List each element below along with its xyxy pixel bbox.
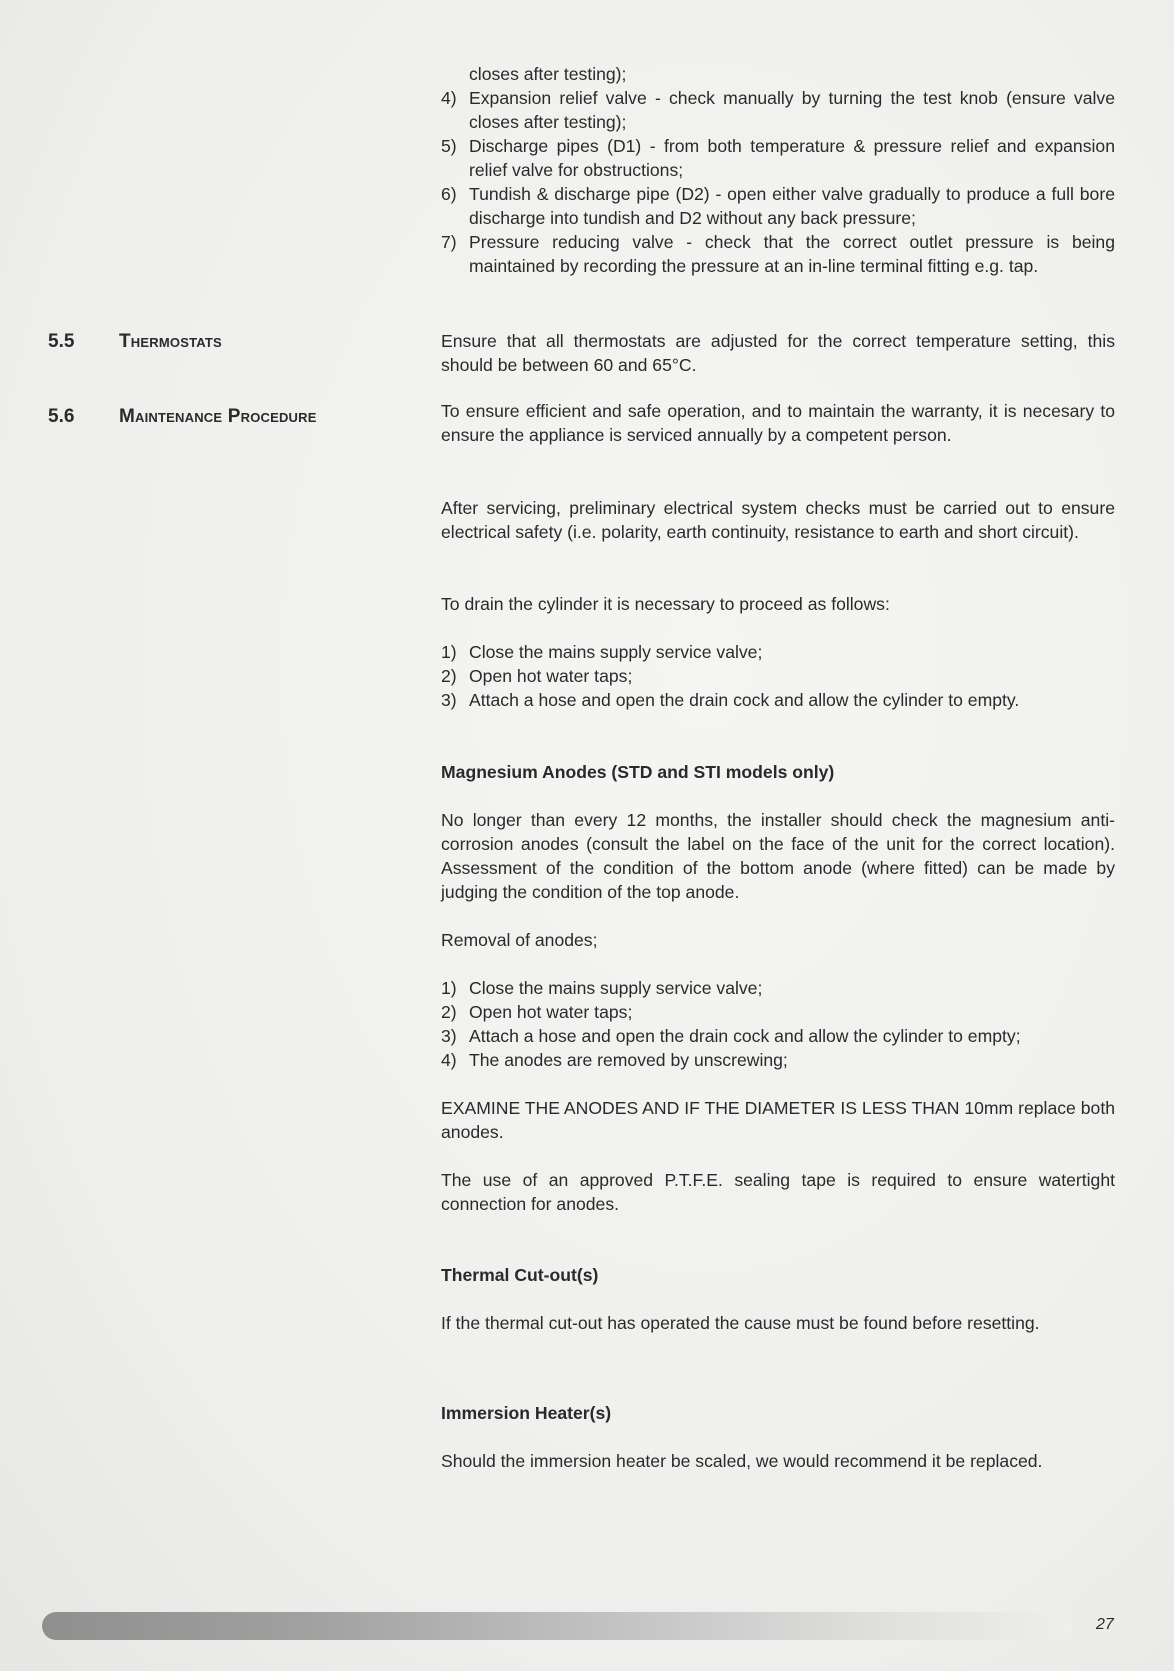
paragraph: The use of an approved P.T.F.E. sealing tape is required to ensure watertight connection for anodes. xyxy=(441,1170,1115,1214)
list-item-text: The anodes are removed by unscrewing; xyxy=(469,1050,788,1070)
subheading: Immersion Heater(s) xyxy=(441,1403,612,1423)
list-item-text: Pressure reducing valve - check that the correct outlet pressure is being maintained by recording the pressure at an in-line terminal fitting e.g. tap. xyxy=(469,232,1115,276)
list-item xyxy=(441,976,1115,1000)
list-item xyxy=(441,86,1115,134)
list-item-text: Attach a hose and open the drain cock and allow the cylinder to empty; xyxy=(469,1026,1021,1046)
list-item-text: Close the mains supply service valve; xyxy=(469,978,763,998)
list-item-text: Discharge pipes (D1) - from both temperature & pressure relief and expansion relief valve for obstructions; xyxy=(469,136,1115,180)
list-item-number: 5) xyxy=(441,136,457,156)
subheading: Magnesium Anodes (STD and STI models only) xyxy=(441,762,835,782)
list-item-number: 4) xyxy=(441,1050,457,1070)
list-item xyxy=(441,1000,1115,1024)
list-item-number: 7) xyxy=(441,232,457,252)
paragraph: After servicing, preliminary electrical system checks must be carried out to ensure electrical safety (i.e. polarity, earth continuity, resistance to earth and short circuit). xyxy=(441,498,1115,542)
paragraph: Removal of anodes; xyxy=(441,930,598,950)
section-number: 5.5 xyxy=(48,331,75,352)
section-title: Maintenance Procedure xyxy=(119,406,317,427)
list-item xyxy=(441,1048,1115,1072)
list-item xyxy=(441,182,1115,230)
list-item-number: 4) xyxy=(441,88,457,108)
list-item xyxy=(441,1024,1115,1048)
list-item-text: Tundish & discharge pipe (D2) - open either valve gradually to produce a full bore discharge into tundish and D2 without any back pressure; xyxy=(469,184,1115,228)
list-item-number: 2) xyxy=(441,1002,457,1022)
list-item-text: Attach a hose and open the drain cock and allow the cylinder to empty. xyxy=(469,690,1020,710)
list-item-text: Expansion relief valve - check manually by turning the test knob (ensure valve closes after testing); xyxy=(469,88,1115,132)
list-item-number: 1) xyxy=(441,978,457,998)
continued-check-list xyxy=(441,62,1115,278)
list-item-number xyxy=(441,62,469,86)
paragraph: If the thermal cut-out has operated the cause must be found before resetting. xyxy=(441,1313,1040,1333)
list-item xyxy=(441,134,1115,182)
list-item-text: Close the mains supply service valve; xyxy=(469,642,763,662)
list-item-number: 2) xyxy=(441,666,457,686)
list-item xyxy=(441,688,1115,712)
list-item-text: closes after testing); xyxy=(469,64,627,84)
list-item xyxy=(441,62,1115,86)
list-item-text: Open hot water taps; xyxy=(469,666,633,686)
list-item-number: 1) xyxy=(441,642,457,662)
paragraph: EXAMINE THE ANODES AND IF THE DIAMETER IS LESS THAN 10mm replace both anodes. xyxy=(441,1098,1115,1142)
removal-steps-list xyxy=(441,976,1115,1072)
paragraph: To ensure efficient and safe operation, and to maintain the warranty, it is necesary to ensure the appliance is serviced annually by a competent person. xyxy=(441,401,1115,445)
thermostats-paragraph: Ensure that all thermostats are adjusted for the correct temperature setting, this should be between 60 and 65°C. xyxy=(441,331,1115,375)
paragraph: To drain the cylinder it is necessary to proceed as follows: xyxy=(441,594,890,614)
subheading: Thermal Cut-out(s) xyxy=(441,1265,599,1285)
paragraph: Should the immersion heater be scaled, we would recommend it be replaced. xyxy=(441,1451,1043,1471)
list-item xyxy=(441,664,1115,688)
list-item xyxy=(441,230,1115,278)
list-item-number: 3) xyxy=(441,1026,457,1046)
list-item-number: 6) xyxy=(441,184,457,204)
footer-bar xyxy=(42,1612,1072,1640)
list-item xyxy=(441,640,1115,664)
section-number: 5.6 xyxy=(48,406,75,427)
paragraph: No longer than every 12 months, the installer should check the magnesium anti-corrosion anodes (consult the label on the face of the unit for the correct location). Assessment of the condition of the bottom anode (where fitted) can be made by judging the condition of the top anode. xyxy=(441,810,1115,902)
drain-steps-list xyxy=(441,640,1115,712)
section-title: Thermostats xyxy=(119,331,222,352)
page-number: 27 xyxy=(1096,1616,1114,1633)
list-item-text: Open hot water taps; xyxy=(469,1002,633,1022)
list-item-number: 3) xyxy=(441,690,457,710)
